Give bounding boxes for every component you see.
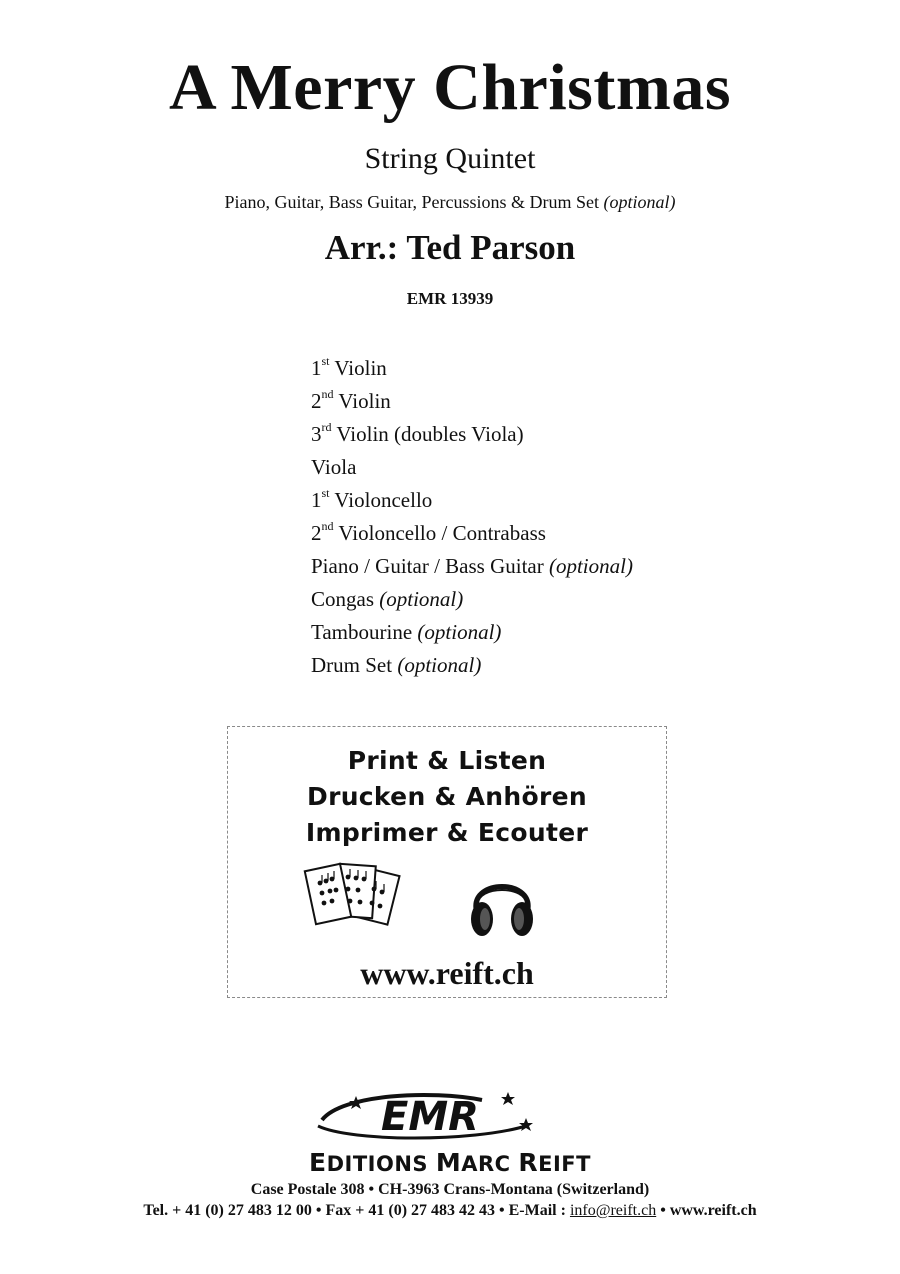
part-ordinal-suffix: rd (321, 420, 332, 434)
part-number: 1 (311, 488, 322, 512)
part-name: Piano / Guitar / Bass Guitar (311, 554, 544, 578)
arranger-credit: Arr.: Ted Parson (324, 228, 576, 267)
part-ordinal-suffix: nd (321, 519, 334, 533)
part-name: Violoncello (334, 488, 433, 512)
promo-lines (228, 743, 666, 851)
publisher-initial-e: E (309, 1148, 327, 1177)
part-ordinal-suffix: nd (321, 387, 334, 401)
contact-prefix: Tel. + 41 (0) 27 483 12 00 • Fax + 41 (0) 27 483 42 43 • E-Mail : (143, 1202, 570, 1219)
part-name: Drum Set (311, 653, 393, 677)
headphones-icon (466, 861, 538, 941)
part-name: Tambourine (311, 620, 413, 644)
part-name: Violin (334, 356, 387, 380)
part-number: 2 (311, 521, 322, 545)
parts-list (311, 352, 633, 682)
piece-title: A Merry Christmas (168, 51, 732, 124)
part-item (311, 484, 633, 517)
part-number: 2 (311, 389, 322, 413)
part-item (311, 385, 633, 418)
publisher-name (0, 1150, 900, 1177)
part-ordinal-suffix: st (321, 486, 330, 500)
publisher-initial-r: R (518, 1148, 539, 1177)
optional-instruments-line (0, 190, 900, 214)
part-number: 1 (311, 356, 322, 380)
publisher-word-2: ARC (461, 1152, 519, 1176)
part-item (311, 616, 633, 649)
part-optional-marker: (optional) (417, 620, 502, 644)
part-item (311, 517, 633, 550)
part-optional-marker: (optional) (548, 554, 633, 578)
part-optional-marker: (optional) (379, 587, 464, 611)
email-link[interactable]: info@reift.ch (569, 1202, 657, 1219)
part-name: Congas (311, 587, 374, 611)
publisher-contact (0, 1201, 900, 1221)
publisher-address: Case Postale 308 • CH-3963 Crans-Montana (Switzerland) (250, 1181, 650, 1198)
publisher-word-3: EIFT (538, 1152, 591, 1176)
promo-line-english: Print & Listen (347, 746, 547, 775)
part-optional-marker: (optional) (397, 653, 482, 677)
contact-suffix: • www.reift.ch (656, 1202, 757, 1219)
sheet-music-icon (300, 859, 412, 941)
catalog-number: EMR 13939 (406, 289, 494, 308)
part-item (311, 649, 633, 682)
promo-line-german: Drucken & Anhören (307, 782, 587, 811)
part-name: Violoncello / Contrabass (338, 521, 546, 545)
optional-instruments-text: Piano, Guitar, Bass Guitar, Percussions & Drum Set (224, 192, 600, 212)
part-name: Viola (311, 455, 357, 479)
publisher-initial-m: M (435, 1148, 462, 1177)
promo-url[interactable]: www.reift.ch (360, 955, 534, 991)
part-item (311, 451, 633, 484)
emr-logo (312, 1090, 547, 1142)
part-name: Violin (338, 389, 391, 413)
promo-line-french: Imprimer & Ecouter (305, 818, 589, 847)
print-listen-box (227, 726, 667, 998)
publisher-word-1: DITIONS (326, 1152, 436, 1176)
optional-marker: (optional) (603, 192, 676, 212)
part-number: 3 (311, 422, 322, 446)
part-name: Violin (doubles Viola) (336, 422, 524, 446)
part-item (311, 352, 633, 385)
part-item (311, 418, 633, 451)
emr-logo-text: EMR (381, 1094, 479, 1140)
part-item (311, 583, 633, 616)
part-ordinal-suffix: st (321, 354, 330, 368)
part-item (311, 550, 633, 583)
ensemble-subtitle: String Quintet (364, 142, 536, 175)
